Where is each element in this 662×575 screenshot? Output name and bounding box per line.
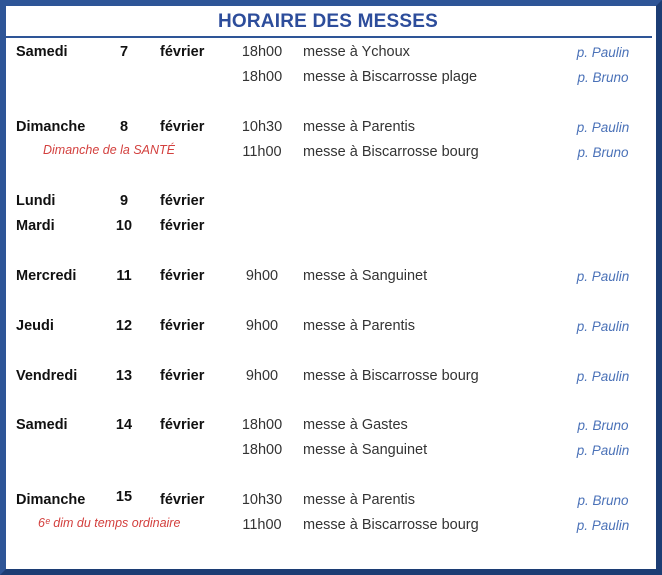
month-name: février <box>160 44 205 60</box>
liturgical-note: 6ᵉ dim du temps ordinaire <box>38 516 181 530</box>
day-number: 15 <box>115 489 133 505</box>
day-name: Mardi <box>16 218 55 234</box>
mass-place: messe à Biscarrosse bourg <box>303 368 479 384</box>
priest-name: p. Paulin <box>576 369 630 384</box>
mass-place: messe à Ychoux <box>303 44 410 60</box>
mass-place: messe à Parentis <box>303 318 416 334</box>
liturgical-note: Dimanche de la SANTÉ <box>43 143 176 157</box>
priest-name: p. Bruno <box>577 145 629 160</box>
priest-name: p. Paulin <box>576 269 630 284</box>
mass-time: 9h00 <box>245 318 279 334</box>
day-number: 8 <box>119 119 129 135</box>
day-name: Lundi <box>16 193 56 209</box>
mass-place: messe à Gastes <box>303 417 408 433</box>
day-number: 12 <box>115 318 133 334</box>
mass-time: 18h00 <box>241 417 283 433</box>
day-number: 13 <box>115 368 133 384</box>
mass-place: messe à Biscarrosse bourg <box>303 517 479 533</box>
month-name: février <box>160 268 205 284</box>
priest-name: p. Paulin <box>576 120 630 135</box>
mass-time: 18h00 <box>241 69 283 85</box>
day-name: Samedi <box>16 44 68 60</box>
mass-place: messe à Parentis <box>303 492 416 508</box>
day-name: Dimanche <box>16 492 86 508</box>
day-number: 14 <box>115 417 133 433</box>
mass-time: 11h00 <box>242 144 282 160</box>
priest-name: p. Bruno <box>577 493 629 508</box>
title-divider <box>6 36 652 38</box>
mass-place: messe à Biscarrosse plage <box>303 69 478 85</box>
month-name: février <box>160 218 205 234</box>
priest-name: p. Paulin <box>576 518 630 533</box>
day-name: Jeudi <box>16 318 54 334</box>
day-name: Dimanche <box>16 119 86 135</box>
mass-time: 10h30 <box>241 492 283 508</box>
mass-place: messe à Sanguinet <box>303 268 428 284</box>
mass-time: 11h00 <box>242 517 282 533</box>
priest-name: p. Bruno <box>577 70 629 85</box>
day-name: Samedi <box>16 417 68 433</box>
day-number: 7 <box>119 44 129 60</box>
priest-name: p. Bruno <box>577 418 629 433</box>
page-title: HORAIRE DES MESSES <box>217 11 439 32</box>
mass-time: 18h00 <box>241 44 283 60</box>
month-name: février <box>160 417 205 433</box>
month-name: février <box>160 193 205 209</box>
mass-time: 9h00 <box>245 268 279 284</box>
priest-name: p. Paulin <box>576 443 630 458</box>
mass-place: messe à Sanguinet <box>303 442 428 458</box>
month-name: février <box>160 492 205 508</box>
month-name: février <box>160 368 205 384</box>
mass-time: 18h00 <box>241 442 283 458</box>
day-name: Vendredi <box>16 368 78 384</box>
mass-place: messe à Parentis <box>303 119 416 135</box>
priest-name: p. Paulin <box>576 319 630 334</box>
day-number: 9 <box>119 193 129 209</box>
month-name: février <box>160 318 205 334</box>
day-name: Mercredi <box>16 268 77 284</box>
day-number: 10 <box>115 218 133 234</box>
priest-name: p. Paulin <box>576 45 630 60</box>
month-name: février <box>160 119 205 135</box>
mass-time: 10h30 <box>241 119 283 135</box>
day-number: 11 <box>116 268 132 284</box>
mass-time: 9h00 <box>245 368 279 384</box>
mass-place: messe à Biscarrosse bourg <box>303 144 479 160</box>
